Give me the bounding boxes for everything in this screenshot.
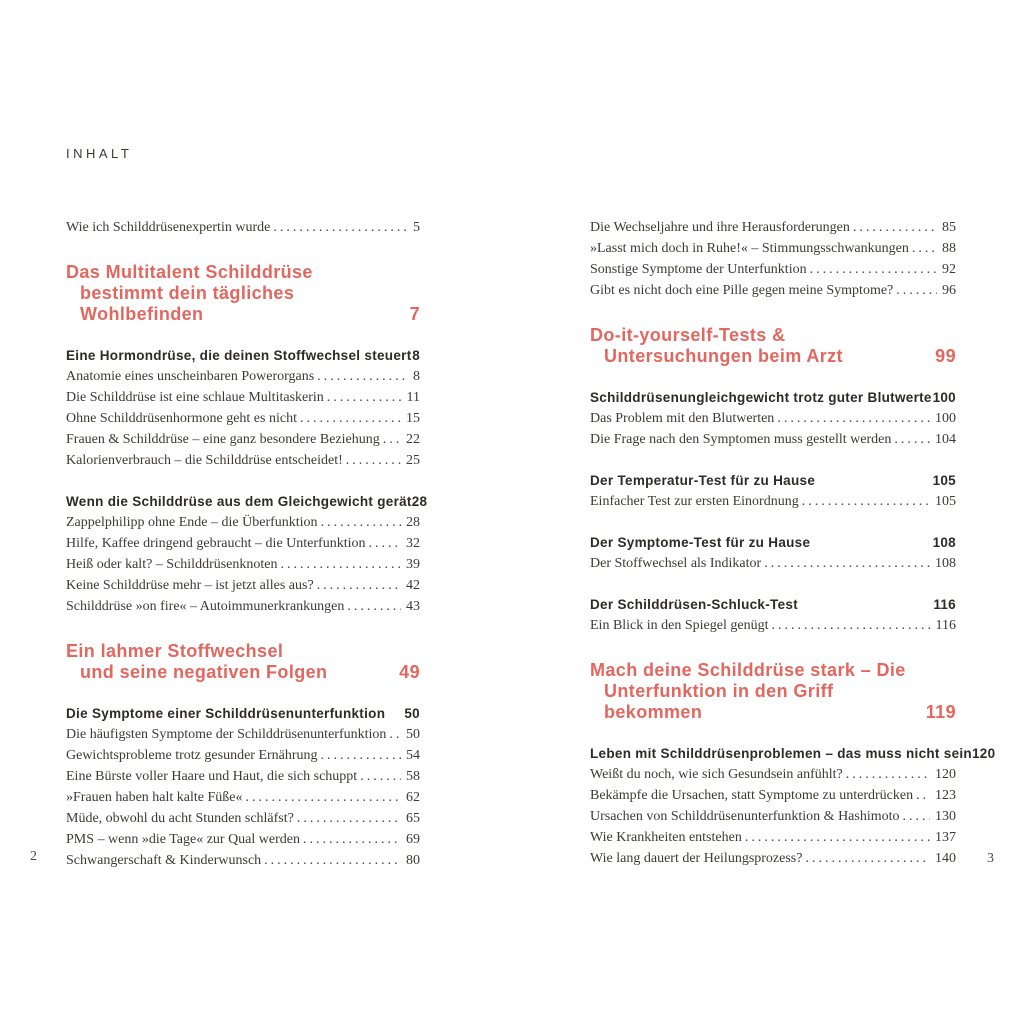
toc-entry-page-number: 104 — [935, 432, 956, 447]
dot-leader — [802, 491, 930, 512]
chapter-heading-title — [66, 641, 391, 683]
dot-leader — [300, 408, 401, 429]
section-heading-page-number: 28 — [411, 494, 428, 509]
section-heading-title: Der Schilddrüsen-Schluck-Test — [590, 597, 798, 612]
chapter-heading-line2: Untersuchungen beim Arzt — [604, 346, 843, 366]
toc-entry — [590, 217, 956, 238]
toc-entry — [66, 533, 420, 554]
dot-leader — [317, 366, 408, 387]
section-heading-title: Leben mit Schilddrüsenproblemen – das muss nicht sein — [590, 746, 972, 761]
chapter-heading-line1: Das Multitalent Schilddrüse — [66, 262, 313, 282]
page-title: INHALT — [66, 146, 133, 161]
toc-entry-title: Ohne Schilddrüsenhormone geht es nicht — [66, 411, 297, 426]
toc-entry-title: Die Schilddrüse ist eine schlaue Multitaskerin — [66, 390, 324, 405]
toc-entry — [66, 387, 420, 408]
toc-entry — [590, 429, 956, 450]
section-heading-title: Der Temperatur-Test für zu Hause — [590, 473, 816, 488]
chapter-heading — [590, 325, 956, 367]
toc-entry — [590, 491, 956, 512]
toc-entry-title: Einfacher Test zur ersten Einordnung — [590, 494, 799, 509]
chapter-heading-line1: Do-it-yourself-Tests & — [590, 325, 786, 345]
toc-entry-title: Weißt du noch, wie sich Gesundsein anfühlt? — [590, 767, 843, 782]
toc-column-right — [590, 217, 996, 869]
chapter-heading — [590, 660, 956, 723]
toc-entry-page-number: 140 — [935, 851, 956, 866]
section-heading-page-number: 116 — [933, 597, 956, 612]
toc-entry-page-number: 130 — [935, 809, 956, 824]
chapter-heading-page-number: 99 — [935, 346, 956, 366]
toc-entry — [590, 259, 956, 280]
toc-entry-page-number: 120 — [935, 767, 956, 782]
toc-entry-title: Anatomie eines unscheinbaren Powerorgans — [66, 369, 315, 384]
toc-entry-title: Gibt es nicht doch eine Pille gegen meine Symptome? — [590, 283, 894, 298]
toc-entry — [590, 238, 956, 259]
toc-entry-title: Wie lang dauert der Heilungsprozess? — [590, 851, 803, 866]
section-heading-title: Wenn die Schilddrüse aus dem Gleichgewicht gerät — [66, 494, 412, 509]
toc-entry-page-number: 123 — [935, 788, 956, 803]
page-number-left: 2 — [30, 849, 37, 864]
dot-leader — [317, 575, 401, 596]
toc-entry-title: Gewichtsprobleme trotz gesunder Ernährung — [66, 748, 318, 763]
toc-entry — [66, 850, 420, 871]
toc-entry-page-number: 100 — [935, 411, 956, 426]
toc-entry — [66, 554, 420, 575]
dot-leader — [264, 850, 401, 871]
toc-entry — [66, 829, 420, 850]
toc-entry-title: Eine Bürste voller Haare und Haut, die sich schuppt — [66, 769, 358, 784]
toc-entry-title: Das Problem mit den Blutwerten — [590, 411, 775, 426]
toc-entry-title: Ein Blick in den Spiegel genügt — [590, 618, 769, 633]
section-heading-title: Der Symptome-Test für zu Hause — [590, 535, 811, 550]
toc-entry-page-number: 85 — [942, 220, 956, 235]
toc-entry-title: PMS – wenn »die Tage« zur Qual werden — [66, 832, 300, 847]
toc-entry-page-number: 5 — [413, 220, 420, 235]
toc-entry-title: Die häufigsten Symptome der Schilddrüsenunterfunktion — [66, 727, 387, 742]
dot-leader — [810, 259, 937, 280]
dot-leader — [360, 766, 401, 787]
toc-entry — [66, 429, 420, 450]
toc-entry-page-number: 28 — [406, 515, 420, 530]
toc-entry-page-number: 42 — [406, 578, 420, 593]
section-heading-page-number: 100 — [932, 390, 956, 405]
toc-entry-page-number: 80 — [406, 853, 420, 868]
toc-entry — [590, 280, 956, 301]
toc-entry-title: Schilddrüse »on fire« – Autoimmunerkrankungen — [66, 599, 345, 614]
dot-leader — [805, 848, 930, 869]
dot-leader — [853, 217, 937, 238]
section-heading-page-number: 120 — [971, 746, 996, 761]
toc-entry-page-number: 92 — [942, 262, 956, 277]
toc-entry-page-number: 22 — [406, 432, 420, 447]
dot-leader — [346, 450, 401, 471]
toc-entry — [590, 408, 956, 429]
chapter-heading-line2: Unterfunktion in den Griff bekommen — [604, 681, 834, 722]
dot-leader — [273, 217, 408, 238]
toc-entry-page-number: 88 — [942, 241, 956, 256]
chapter-heading-page-number: 7 — [409, 304, 420, 324]
dot-leader — [846, 764, 930, 785]
section-heading — [590, 743, 996, 764]
chapter-heading — [66, 641, 420, 683]
dot-leader — [303, 829, 401, 850]
toc-entry-page-number: 105 — [935, 494, 956, 509]
chapter-heading-line1: Ein lahmer Stoffwechsel — [66, 641, 284, 661]
dot-leader — [327, 387, 402, 408]
toc-entry — [66, 450, 420, 471]
section-heading-page-number: 8 — [412, 348, 420, 363]
dot-leader — [347, 596, 401, 617]
chapter-heading-title — [590, 660, 918, 723]
dot-leader — [389, 724, 401, 745]
toc-entry-title: Hilfe, Kaffee dringend gebraucht – die Unterfunktion — [66, 536, 366, 551]
section-heading-title: Die Symptome einer Schilddrüsenunterfunktion — [66, 706, 386, 721]
toc-entry-page-number: 39 — [406, 557, 420, 572]
toc-entry-page-number: 43 — [406, 599, 420, 614]
toc-entry — [590, 615, 956, 636]
toc-entry-title: Heiß oder kalt? – Schilddrüsenknoten — [66, 557, 278, 572]
toc-entry-title: Wie ich Schilddrüsenexpertin wurde — [66, 220, 271, 235]
toc-entry-title: »Frauen haben halt kalte Füße« — [66, 790, 243, 805]
dot-leader — [916, 785, 930, 806]
chapter-heading — [66, 262, 420, 325]
dot-leader — [896, 280, 937, 301]
toc-entry-page-number: 50 — [406, 727, 420, 742]
toc-entry-title: Bekämpfe die Ursachen, statt Symptome zu unterdrücken — [590, 788, 914, 803]
toc-entry-page-number: 69 — [406, 832, 420, 847]
page-number-right: 3 — [987, 851, 994, 866]
toc-entry-title: Ursachen von Schilddrüsenunterfunktion & Hashimoto — [590, 809, 900, 824]
chapter-heading-line2: und seine negativen Folgen — [80, 662, 328, 682]
dot-leader — [368, 533, 401, 554]
dot-leader — [912, 238, 937, 259]
dot-leader — [246, 787, 401, 808]
section-heading-title: Eine Hormondrüse, die deinen Stoffwechsel steuert — [66, 348, 412, 363]
toc-entry-title: Schwangerschaft & Kinderwunsch — [66, 853, 262, 868]
toc-entry — [66, 724, 420, 745]
toc-entry-page-number: 54 — [406, 748, 420, 763]
chapter-heading-page-number: 119 — [925, 702, 956, 722]
toc-entry-page-number: 62 — [406, 790, 420, 805]
toc-entry-title: Zappelphilipp ohne Ende – die Überfunktion — [66, 515, 318, 530]
toc-entry-title: Die Frage nach den Symptomen muss gestellt werden — [590, 432, 892, 447]
toc-entry-page-number: 32 — [406, 536, 420, 551]
toc-entry-title: Müde, obwohl du acht Stunden schläfst? — [66, 811, 294, 826]
dot-leader — [903, 806, 930, 827]
toc-entry — [590, 764, 956, 785]
chapter-heading-page-number: 49 — [399, 662, 420, 682]
toc-entry — [66, 787, 420, 808]
section-heading — [66, 491, 428, 512]
toc-entry-page-number: 58 — [406, 769, 420, 784]
toc-entry-title: Wie Krankheiten entstehen — [590, 830, 742, 845]
toc-entry-page-number: 15 — [406, 411, 420, 426]
dot-leader — [321, 512, 401, 533]
chapter-heading-line1: Mach deine Schilddrüse stark – Die — [590, 660, 906, 680]
toc-entry-page-number: 8 — [413, 369, 420, 384]
toc-entry-page-number: 116 — [935, 618, 956, 633]
dot-leader — [297, 808, 401, 829]
toc-entry — [66, 408, 420, 429]
toc-entry — [66, 512, 420, 533]
toc-entry-page-number: 137 — [935, 830, 956, 845]
toc-entry-title: »Lasst mich doch in Ruhe!« – Stimmungsschwankungen — [590, 241, 909, 256]
toc-entry — [66, 766, 420, 787]
toc-entry-title: Frauen & Schilddrüse – eine ganz besondere Beziehung — [66, 432, 380, 447]
toc-entry — [590, 848, 956, 869]
section-heading-page-number: 105 — [932, 473, 956, 488]
section-heading-title: Schilddrüsenungleichgewicht trotz guter Blutwerte — [590, 390, 932, 405]
section-heading-page-number: 108 — [932, 535, 956, 550]
chapter-heading-line2: bestimmt dein tägliches Wohlbefinden — [80, 283, 295, 324]
dot-leader — [281, 554, 401, 575]
dot-leader — [894, 429, 930, 450]
section-heading — [66, 703, 420, 724]
toc-entry-page-number: 65 — [406, 811, 420, 826]
section-heading — [590, 470, 956, 491]
toc-entry — [66, 366, 420, 387]
toc-entry — [66, 808, 420, 829]
toc-entry — [590, 553, 956, 574]
toc-entry-page-number: 96 — [942, 283, 956, 298]
dot-leader — [745, 827, 930, 848]
toc-entry-page-number: 11 — [406, 390, 420, 405]
toc-entry — [590, 785, 956, 806]
chapter-heading-title — [66, 262, 402, 325]
toc-entry — [66, 217, 420, 238]
dot-leader — [764, 553, 930, 574]
dot-leader — [777, 408, 930, 429]
toc-entry-page-number: 108 — [935, 556, 956, 571]
toc-entry-title: Kalorienverbrauch – die Schilddrüse entscheidet! — [66, 453, 343, 468]
section-heading — [590, 594, 956, 615]
dot-leader — [383, 429, 401, 450]
section-heading — [66, 345, 420, 366]
toc-entry-page-number: 25 — [406, 453, 420, 468]
section-heading — [590, 532, 956, 553]
toc-entry — [66, 575, 420, 596]
toc-entry-title: Die Wechseljahre und ihre Herausforderungen — [590, 220, 850, 235]
toc-entry-title: Der Stoffwechsel als Indikator — [590, 556, 762, 571]
dot-leader — [321, 745, 401, 766]
dot-leader — [771, 615, 930, 636]
toc-entry — [590, 806, 956, 827]
toc-entry — [590, 827, 956, 848]
toc-entry-title: Sonstige Symptome der Unterfunktion — [590, 262, 807, 277]
toc-entry — [66, 596, 420, 617]
toc-entry — [66, 745, 420, 766]
section-heading — [590, 387, 956, 408]
section-heading-page-number: 50 — [404, 706, 420, 721]
chapter-heading-title — [590, 325, 927, 367]
toc-entry-title: Keine Schilddrüse mehr – ist jetzt alles aus? — [66, 578, 314, 593]
toc-column-left — [66, 217, 428, 871]
